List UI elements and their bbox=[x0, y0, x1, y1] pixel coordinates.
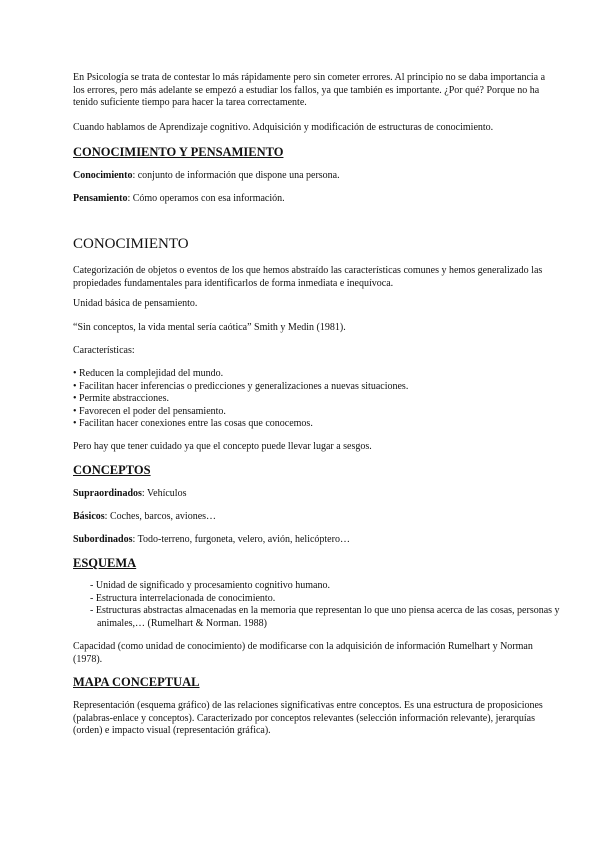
concepto-subordinados bbox=[73, 534, 551, 547]
label-caracteristicas: Características: bbox=[73, 345, 135, 356]
heading-esquema: ESQUEMA bbox=[73, 556, 137, 570]
caracteristicas-list bbox=[73, 368, 551, 431]
definition-pensamiento bbox=[73, 193, 551, 206]
quote-smith-medin: “Sin conceptos, la vida mental sería caótica” Smith y Medin (1981). bbox=[73, 322, 346, 333]
list-item: - Unidad de significado y procesamiento cognitivo humano. bbox=[90, 580, 568, 593]
list-item: • Permite abstracciones. bbox=[73, 393, 551, 406]
concepto-basicos bbox=[73, 511, 551, 524]
paragraph-representacion: Representación (esquema gráfico) de las relaciones significativas entre conceptos. Es una estructura de proposiciones (palabras-enlace y conceptos). Caracterizado por conceptos relevantes (selección información relevante), jerarquías (orden) e impacto visual (representación gráfica). bbox=[73, 700, 543, 736]
term-pensamiento: Pensamiento bbox=[73, 193, 128, 204]
definition-text: : conjunto de información que dispone una persona. bbox=[132, 170, 340, 181]
definition-text: : Cómo operamos con esa información. bbox=[127, 193, 285, 204]
term-basicos: Básicos bbox=[73, 511, 105, 522]
list-item: - Estructura interrelacionada de conocimiento. bbox=[90, 593, 568, 606]
paragraph-capacidad: Capacidad (como unidad de conocimiento) de modificarse con la adquisición de información Rumelhart y Norman (1978). bbox=[73, 641, 533, 665]
definition-text: : Vehículos bbox=[141, 488, 187, 499]
paragraph-categorizacion: Categorización de objetos o eventos de los que hemos abstraído las características comunes y hemos generalizado las propiedades fundamentales para identificarlos de forma inmediata e inequívoca. bbox=[73, 265, 543, 289]
definition-conocimiento bbox=[73, 170, 551, 183]
list-item: • Facilitan hacer conexiones entre las cosas que conocemos. bbox=[73, 418, 551, 431]
term-conocimiento: Conocimiento bbox=[73, 170, 133, 181]
paragraph-sesgos: Pero hay que tener cuidado ya que el concepto puede llevar lugar a sesgos. bbox=[73, 441, 372, 452]
heading-mapa-conceptual: MAPA CONCEPTUAL bbox=[73, 675, 200, 689]
intro-paragraph: En Psicología se trata de contestar lo más rápidamente pero sin cometer errores. Al principio no se daba importancia a los errores, pero más adelante se empezó a estudiar los fallos, ya que también es importante. ¿Por qué? Porque no ha tenido suficiente tiempo para hacer la tarea correctamente. bbox=[73, 72, 546, 108]
heading-conocimiento-y-pensamiento: CONOCIMIENTO Y PENSAMIENTO bbox=[73, 145, 284, 159]
list-item: - Estructuras abstractas almacenadas en la memoria que representan lo que uno piensa acerca de las cosas, personas y animales,… (Rumelhart & Norman. 1988) bbox=[90, 605, 568, 630]
definition-text: : Coches, barcos, aviones… bbox=[104, 511, 217, 522]
heading-conceptos: CONCEPTOS bbox=[73, 463, 151, 477]
paragraph-unidad-basica: Unidad básica de pensamiento. bbox=[73, 298, 198, 309]
list-item: • Favorecen el poder del pensamiento. bbox=[73, 406, 551, 419]
term-subordinados: Subordinados bbox=[73, 534, 133, 545]
definition-text: : Todo-terreno, furgoneta, velero, avión, helicóptero… bbox=[132, 534, 350, 545]
list-item: • Reducen la complejidad del mundo. bbox=[73, 368, 551, 381]
intro-paragraph-2: Cuando hablamos de Aprendizaje cognitivo. Adquisición y modificación de estructuras de conocimiento. bbox=[73, 122, 494, 133]
esquema-list bbox=[73, 580, 568, 630]
term-supraordinados: Supraordinados bbox=[73, 488, 142, 499]
concepto-supraordinados bbox=[73, 488, 551, 501]
heading-conocimiento: CONOCIMIENTO bbox=[73, 236, 189, 252]
list-item: • Facilitan hacer inferencias o predicciones y generalizaciones a nuevas situaciones. bbox=[73, 381, 551, 394]
